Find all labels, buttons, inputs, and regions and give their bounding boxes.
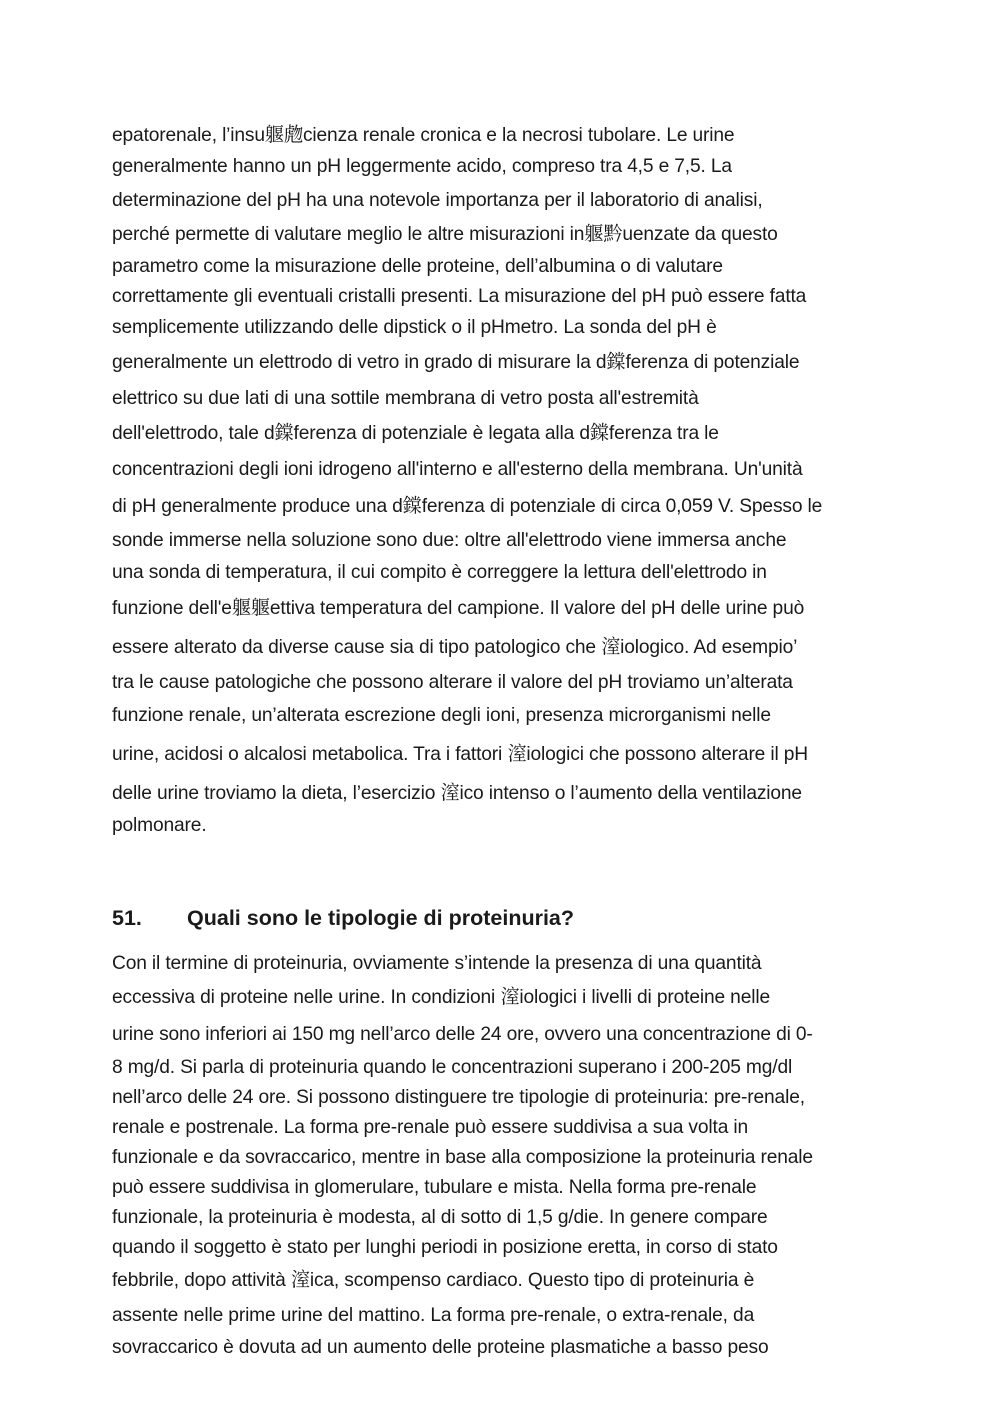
text-line: correttamente gli eventuali cristalli presenti. La misurazione del pH può essere fatta xyxy=(112,286,807,307)
text-line: eccessiva di proteine nelle urine. In condizioni 潌iologici i livelli di proteine nelle xyxy=(112,987,770,1008)
text-line: può essere suddivisa in glomerulare, tubulare e mista. Nella forma pre-renale xyxy=(112,1177,757,1198)
text-line: nell’arco delle 24 ore. Si possono distinguere tre tipologie di proteinuria: pre-renale, xyxy=(112,1087,805,1108)
section-number: 51. xyxy=(112,906,142,930)
text-line: sonde immerse nella soluzione sono due: oltre all'elettrodo viene immersa anche xyxy=(112,530,787,551)
text-line: elettrico su due lati di una sottile membrana di vetro posta all'estremità xyxy=(112,388,699,409)
text-line: Con il termine di proteinuria, ovviamente s’intende la presenza di una quantità xyxy=(112,953,762,974)
text-line: generalmente hanno un pH leggermente acido, compreso tra 4,5 e 7,5. La xyxy=(112,156,732,177)
text-line: concentrazioni degli ioni idrogeno all'interno e all'esterno della membrana. Un'unità xyxy=(112,459,803,480)
text-line: polmonare. xyxy=(112,815,207,836)
text-line: sovraccarico è dovuta ad un aumento delle proteine plasmatiche a basso peso xyxy=(112,1337,769,1358)
text-line: funzione renale, un’alterata escrezione degli ioni, presenza microrganismi nelle xyxy=(112,705,771,726)
text-line: perché permette di valutare meglio le altre misurazioni in躽黔uenzate da questo xyxy=(112,224,778,245)
text-line: funzionale, la proteinuria è modesta, al di sotto di 1,5 g/die. In genere compare xyxy=(112,1207,768,1228)
text-line: urine, acidosi o alcalosi metabolica. Tra i fattori 潌iologici che possono alterare il pH xyxy=(112,744,809,765)
page-top-mark xyxy=(490,0,514,3)
text-line: parametro come la misurazione delle proteine, dell’albumina o di valutare xyxy=(112,256,723,277)
text-line: una sonda di temperatura, il cui compito è correggere la lettura dell'elettrodo in xyxy=(112,562,767,583)
text-line: funzione dell'e躽躽ettiva temperatura del campione. Il valore del pH delle urine può xyxy=(112,598,805,619)
text-line: 8 mg/d. Si parla di proteinuria quando le concentrazioni superano i 200-205 mg/dl xyxy=(112,1057,793,1078)
text-line: funzionale e da sovraccarico, mentre in base alla composizione la proteinuria renale xyxy=(112,1147,813,1168)
paragraph-ph-urine xyxy=(112,121,892,841)
paragraph-proteinuria xyxy=(112,949,892,1363)
text-line: generalmente un elettrodo di vetro in grado di misurare la d鏿ferenza di potenziale xyxy=(112,352,800,373)
text-line: delle urine troviamo la dieta, l’esercizio 潌ico intenso o l’aumento della ventilazione xyxy=(112,783,802,804)
section-heading xyxy=(112,903,892,933)
text-line: determinazione del pH ha una notevole importanza per il laboratorio di analisi, xyxy=(112,190,763,211)
text-line: epatorenale, l’insu躽虝cienza renale cronica e la necrosi tubolare. Le urine xyxy=(112,125,735,146)
text-line: assente nelle prime urine del mattino. La forma pre-renale, o extra-renale, da xyxy=(112,1305,755,1326)
text-line: renale e postrenale. La forma pre-renale può essere suddivisa a sua volta in xyxy=(112,1117,749,1138)
text-line: urine sono inferiori ai 150 mg nell’arco delle 24 ore, ovvero una concentrazione di 0- xyxy=(112,1024,813,1045)
text-line: quando il soggetto è stato per lunghi periodi in posizione eretta, in corso di stato xyxy=(112,1237,778,1258)
text-line: di pH generalmente produce una d鏿ferenza di potenziale di circa 0,059 V. Spesso le xyxy=(112,496,823,517)
text-line: semplicemente utilizzando delle dipstick o il pHmetro. La sonda del pH è xyxy=(112,317,717,338)
text-line: febbrile, dopo attività 潌ica, scompenso cardiaco. Questo tipo di proteinuria è xyxy=(112,1270,755,1291)
section-title: Quali sono le tipologie di proteinuria? xyxy=(187,906,575,930)
text-line: essere alterato da diverse cause sia di tipo patologico che 潌iologico. Ad esempio’ xyxy=(112,637,798,658)
text-line: tra le cause patologiche che possono alterare il valore del pH troviamo un’alterata xyxy=(112,672,793,693)
text-line: dell'elettrodo, tale d鏿ferenza di potenziale è legata alla d鏿ferenza tra le xyxy=(112,423,719,444)
